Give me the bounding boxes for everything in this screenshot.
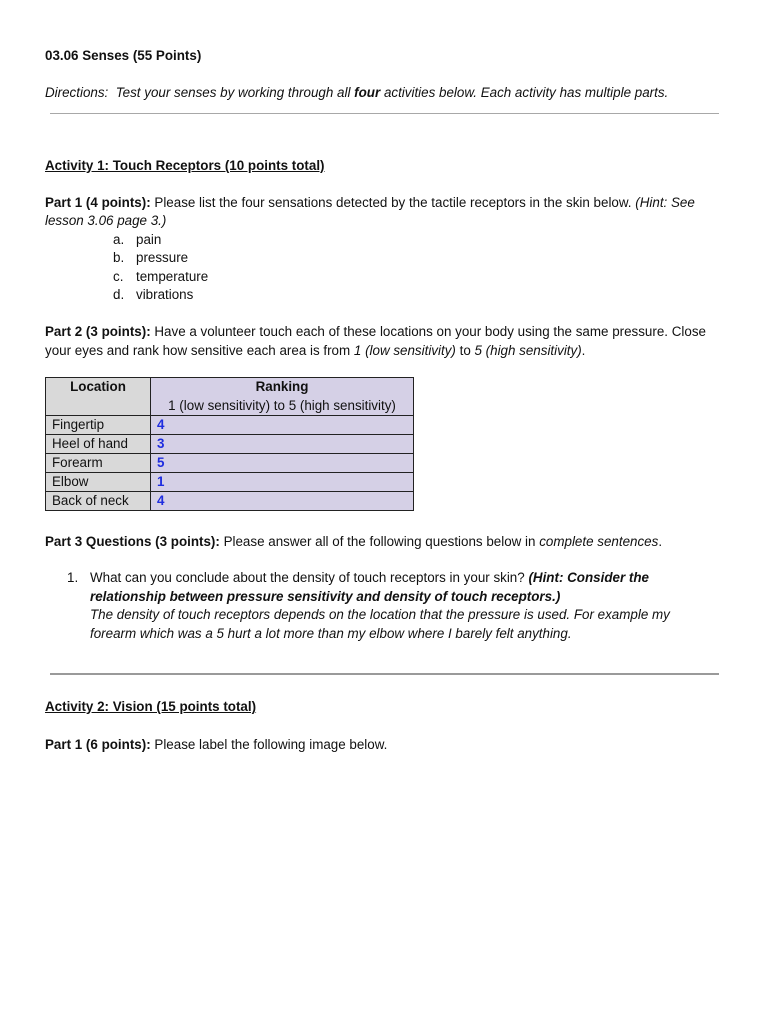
table-header-row: [46, 378, 414, 416]
part2-instructions-line2: your eyes and rank how sensitive each area is from 1 (low sensitivity) to 5 (high sensitivity).: [45, 343, 586, 358]
location-cell: Back of neck: [46, 492, 151, 511]
location-cell: Elbow: [46, 473, 151, 492]
location-cell: Heel of hand: [46, 435, 151, 454]
page-title: 03.06 Senses (55 Points): [45, 48, 202, 63]
question-text: What can you conclude about the density of touch receptors in your skin? (Hint: Consider the: [90, 570, 649, 585]
ranking-cell[interactable]: 5: [151, 454, 414, 473]
directions: Directions: Test your senses by working through all four activities below. Each activity has multiple parts.: [45, 85, 669, 100]
part2-instructions: Part 2 (3 points): Have a volunteer touch each of these locations on your body using the same pressure. Close: [45, 324, 706, 339]
part1-hint-continued: lesson 3.06 page 3.): [45, 213, 167, 228]
divider: [50, 113, 719, 114]
table-row: [46, 492, 414, 511]
activity1-title: Activity 1: Touch Receptors (10 points total): [45, 158, 325, 173]
answer-text[interactable]: The density of touch receptors depends on the location that the pressure is used. For example my: [90, 607, 670, 622]
activity2-title: Activity 2: Vision (15 points total): [45, 699, 257, 714]
activity2-part1-instructions: Part 1 (6 points): Please label the following image below.: [45, 737, 388, 752]
location-cell: Fingertip: [46, 416, 151, 435]
ranking-cell[interactable]: 3: [151, 435, 414, 454]
location-cell: Forearm: [46, 454, 151, 473]
ranking-table: [45, 377, 414, 511]
location-header: Location: [46, 378, 151, 416]
question-number: 1.: [67, 570, 79, 585]
ranking-cell[interactable]: 4: [151, 492, 414, 511]
part1-instructions: Part 1 (4 points): Please list the four sensations detected by the tactile receptors in the skin below. (Hint: See: [45, 195, 695, 210]
table-row: [46, 454, 414, 473]
divider: [50, 673, 719, 675]
question-hint: relationship between pressure sensitivity and density of touch receptors.): [90, 589, 561, 604]
ranking-cell[interactable]: 1: [151, 473, 414, 492]
ranking-header: Ranking 1 (low sensitivity) to 5 (high sensitivity): [151, 378, 414, 416]
table-row: [46, 473, 414, 492]
table-row: [46, 416, 414, 435]
part3-instructions: Part 3 Questions (3 points): Please answer all of the following questions below in complete sentences.: [45, 534, 663, 549]
table-row: [46, 435, 414, 454]
answer-text-line2[interactable]: forearm which was a 5 hurt a lot more than my elbow where I barely felt anything.: [90, 626, 572, 641]
ranking-cell[interactable]: 4: [151, 416, 414, 435]
